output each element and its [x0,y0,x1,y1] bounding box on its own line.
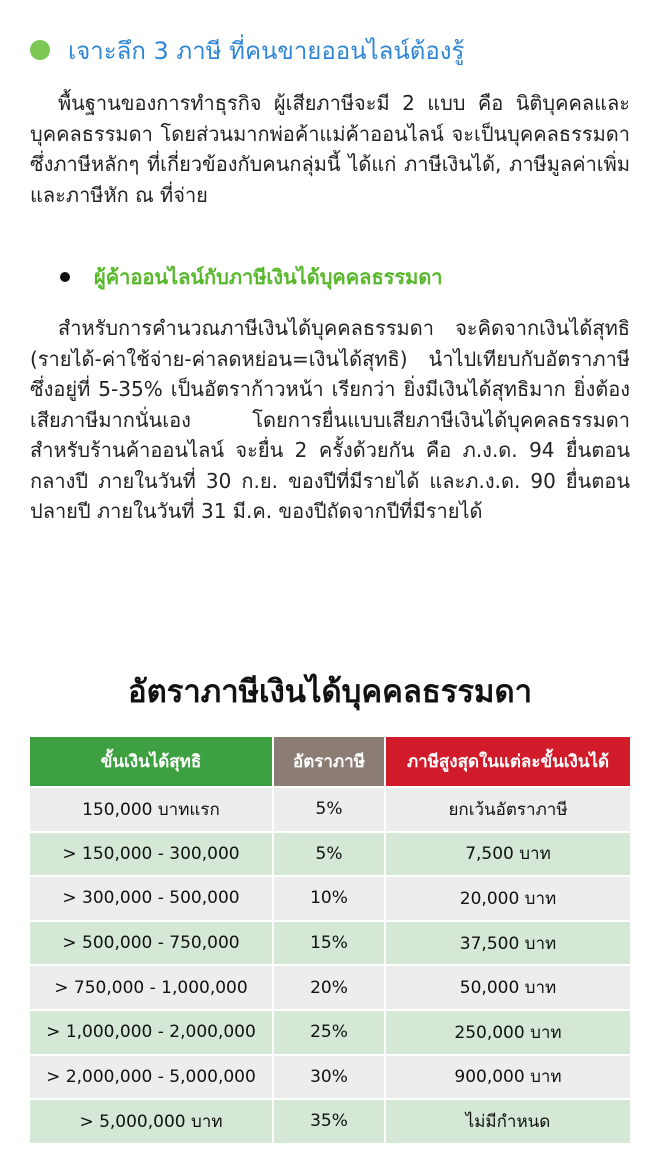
max-tax-cell: ยกเว้นอัตราภาษี [385,787,630,832]
sub-heading-label: ผู้ค้าออนไลน์กับภาษีเงินได้บุคคลธรรมดา [94,265,443,289]
tax-rate-cell: 10% [273,876,385,921]
table-row [30,1010,630,1055]
tax-rate-cell: 30% [273,1055,385,1100]
black-bullet-icon [60,272,70,282]
header-max-tax: ภาษีสูงสุดในแต่ละขั้นเงินได้ [385,737,630,787]
table-row [30,787,630,832]
table-header-row [30,737,630,787]
max-tax-cell: 37,500 บาท [385,921,630,966]
max-tax-cell: 250,000 บาท [385,1010,630,1055]
income-bracket-cell: > 1,000,000 - 2,000,000 [30,1010,273,1055]
income-bracket-cell: 150,000 บาทแรก [30,787,273,832]
max-tax-cell: 7,500 บาท [385,832,630,877]
section-title: เจาะลึก 3 ภาษี ที่คนขายออนไลน์ต้องรู้ [68,36,465,65]
sub-heading [60,260,443,294]
table-row [30,1055,630,1100]
tax-rate-cell: 15% [273,921,385,966]
max-tax-cell: 900,000 บาท [385,1055,630,1100]
income-bracket-cell: > 500,000 - 750,000 [30,921,273,966]
tax-rate-cell: 35% [273,1099,385,1144]
table-row [30,1099,630,1144]
tax-rate-cell: 25% [273,1010,385,1055]
tax-rate-cell: 5% [273,787,385,832]
table-row [30,832,630,877]
tax-rate-cell: 5% [273,832,385,877]
income-bracket-cell: > 300,000 - 500,000 [30,876,273,921]
table-title: อัตราภาษีเงินได้บุคคลธรรมดา [127,674,533,710]
income-bracket-cell: > 750,000 - 1,000,000 [30,965,273,1010]
section-heading [30,30,464,70]
table-row [30,921,630,966]
intro-paragraph [30,88,630,210]
table-row [30,876,630,921]
income-bracket-cell: > 5,000,000 บาท [30,1099,273,1144]
max-tax-cell: 20,000 บาท [385,876,630,921]
detail-text: สำหรับการคำนวณภาษีเงินได้บุคคลธรรมดา จะคิดจากเงินได้สุทธิ (รายได้-ค่าใช้จ่าย-ค่าลดหย่อน=เงินได้สุทธิ) นำไปเทียบกับอัตราภาษี ซึ่งอยู่ที่ 5-35% เป็นอัตราก้าวหน้า เรียกว่า ยิ่งมีเงินได้สุทธิมาก ยิ่งต้องเสียภาษีมากนั่นเอง โดยการยื่นแบบเสียภาษีเงินได้บุคคลธรรมดาสำหรับร้านค้าออนไลน์ จะยื่น 2 ครั้งด้วยกัน คือ ภ.ง.ด. 94 ยื่นตอนกลางปี ภายในวันที่ 30 ก.ย. ของปีที่มีรายได้ และภ.ง.ด. 90 ยื่นตอนปลายปี ภายในวันที่ 31 มี.ค. ของปีถัดจากปีที่มีรายได้ [30,316,630,523]
green-bullet-icon [30,40,50,60]
tax-rate-table [30,737,630,1145]
income-bracket-cell: > 2,000,000 - 5,000,000 [30,1055,273,1100]
intro-text: พื้นฐานของการทำธุรกิจ ผู้เสียภาษีจะมี 2 แบบ คือ นิติบุคคลและบุคคลธรรมดา โดยส่วนมากพ่อค้าแม่ค้าออนไลน์ จะเป็นบุคคลธรรมดา ซึ่งภาษีหลักๆ ที่เกี่ยวข้องกับคนกลุ่มนี้ ได้แก่ ภาษีเงินได้, ภาษีมูลค่าเพิ่ม และภาษีหัก ณ ที่จ่าย [30,91,630,207]
max-tax-cell: 50,000 บาท [385,965,630,1010]
detail-paragraph [30,313,630,527]
table-row [30,965,630,1010]
max-tax-cell: ไม่มีกำหนด [385,1099,630,1144]
income-bracket-cell: > 150,000 - 300,000 [30,832,273,877]
header-tax-rate: อัตราภาษี [273,737,385,787]
header-net-income: ขั้นเงินได้สุทธิ [30,737,273,787]
tax-rate-cell: 20% [273,965,385,1010]
